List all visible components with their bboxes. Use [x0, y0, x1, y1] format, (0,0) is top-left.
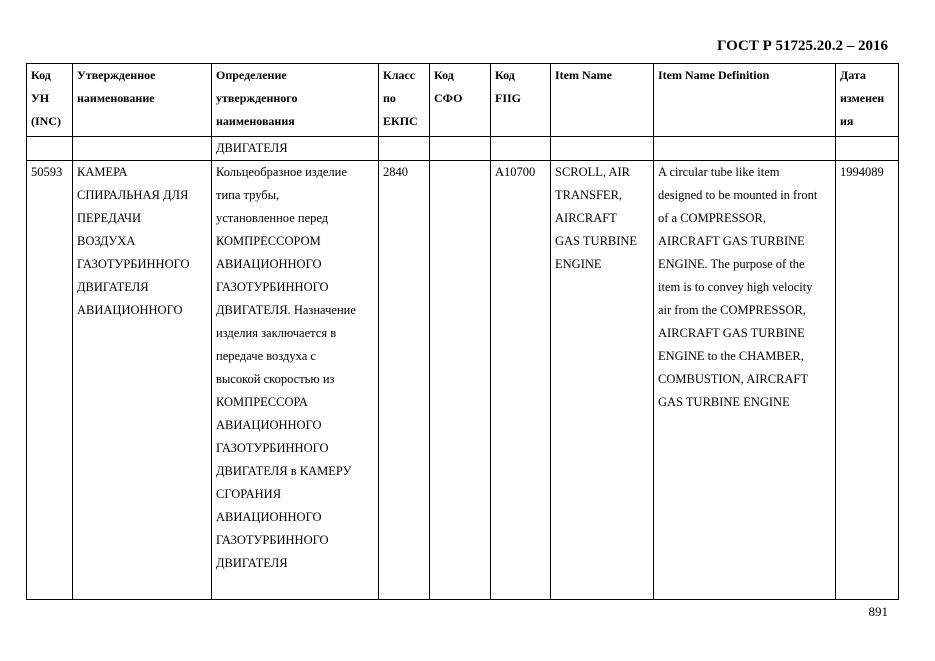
- document-code: ГОСТ Р 51725.20.2 – 2016: [716, 38, 888, 54]
- table-header-row: [27, 64, 899, 137]
- cell-class-ekps: 2840: [379, 161, 430, 600]
- header-code-fiig: Код FIIG: [491, 64, 551, 137]
- header-change-date: Дата изменен ия: [836, 64, 899, 137]
- table-cell: ДВИГАТЕЛЯ: [212, 137, 379, 161]
- table-cell: [836, 137, 899, 161]
- cell-change-date: 1994089: [836, 161, 899, 600]
- cell-definition: Кольцеобразное изделие типа трубы, установленное перед КОМПРЕССОРОМ АВИАЦИОННОГО ГАЗОТУРБИННОГО ДВИГАТЕЛЯ. Назначение изделия заключается в передаче воздуха с высокой скоростью из КОМПРЕССОРА АВИАЦИОННОГО ГАЗОТУРБИННОГО ДВИГАТЕЛЯ в КАМЕРУ СГОРАНИЯ АВИАЦИОННОГО ГАЗОТУРБИННОГО ДВИГАТЕЛЯ: [212, 161, 379, 600]
- cell-code-sfo: [430, 161, 491, 600]
- cell-approved-name: КАМЕРА СПИРАЛЬНАЯ ДЛЯ ПЕРЕДАЧИ ВОЗДУХА ГАЗОТУРБИННОГО ДВИГАТЕЛЯ АВИАЦИОННОГО: [73, 161, 212, 600]
- table-cell: [379, 137, 430, 161]
- table-cell: [551, 137, 654, 161]
- table-cell: [491, 137, 551, 161]
- header-class-ekps: Класс по ЕКПС: [379, 64, 430, 137]
- cell-item-name-definition: A circular tube like item designed to be mounted in front of a COMPRESSOR, AIRCRAFT GAS TURBINE ENGINE. The purpose of the item is to convey high velocity air from the COMPRESSOR, AIRCRAFT GAS TURBINE ENGINE to the CHAMBER, COMBUSTION, AIRCRAFT GAS TURBINE ENGINE: [654, 161, 836, 600]
- cell-code-fiig: A10700: [491, 161, 551, 600]
- catalog-table: [26, 63, 899, 600]
- table-cell: [27, 137, 73, 161]
- header-definition: Определение утвержденного наименования: [212, 64, 379, 137]
- table-cell: [654, 137, 836, 161]
- header-approved-name: Утвержденное наименование: [73, 64, 212, 137]
- cell-inc: 50593: [27, 161, 73, 600]
- header-code-sfo: Код СФО: [430, 64, 491, 137]
- header-item-name: Item Name: [551, 64, 654, 137]
- table-cell: [430, 137, 491, 161]
- header-item-name-definition: Item Name Definition: [654, 64, 836, 137]
- table-row-continuation: [27, 137, 899, 161]
- page-number: 891: [868, 604, 888, 619]
- header-inc: Код УН (INC): [27, 64, 73, 137]
- cell-item-name: SCROLL, AIR TRANSFER, AIRCRAFT GAS TURBINE ENGINE: [551, 161, 654, 600]
- table-cell: [73, 137, 212, 161]
- table-row: [27, 161, 899, 600]
